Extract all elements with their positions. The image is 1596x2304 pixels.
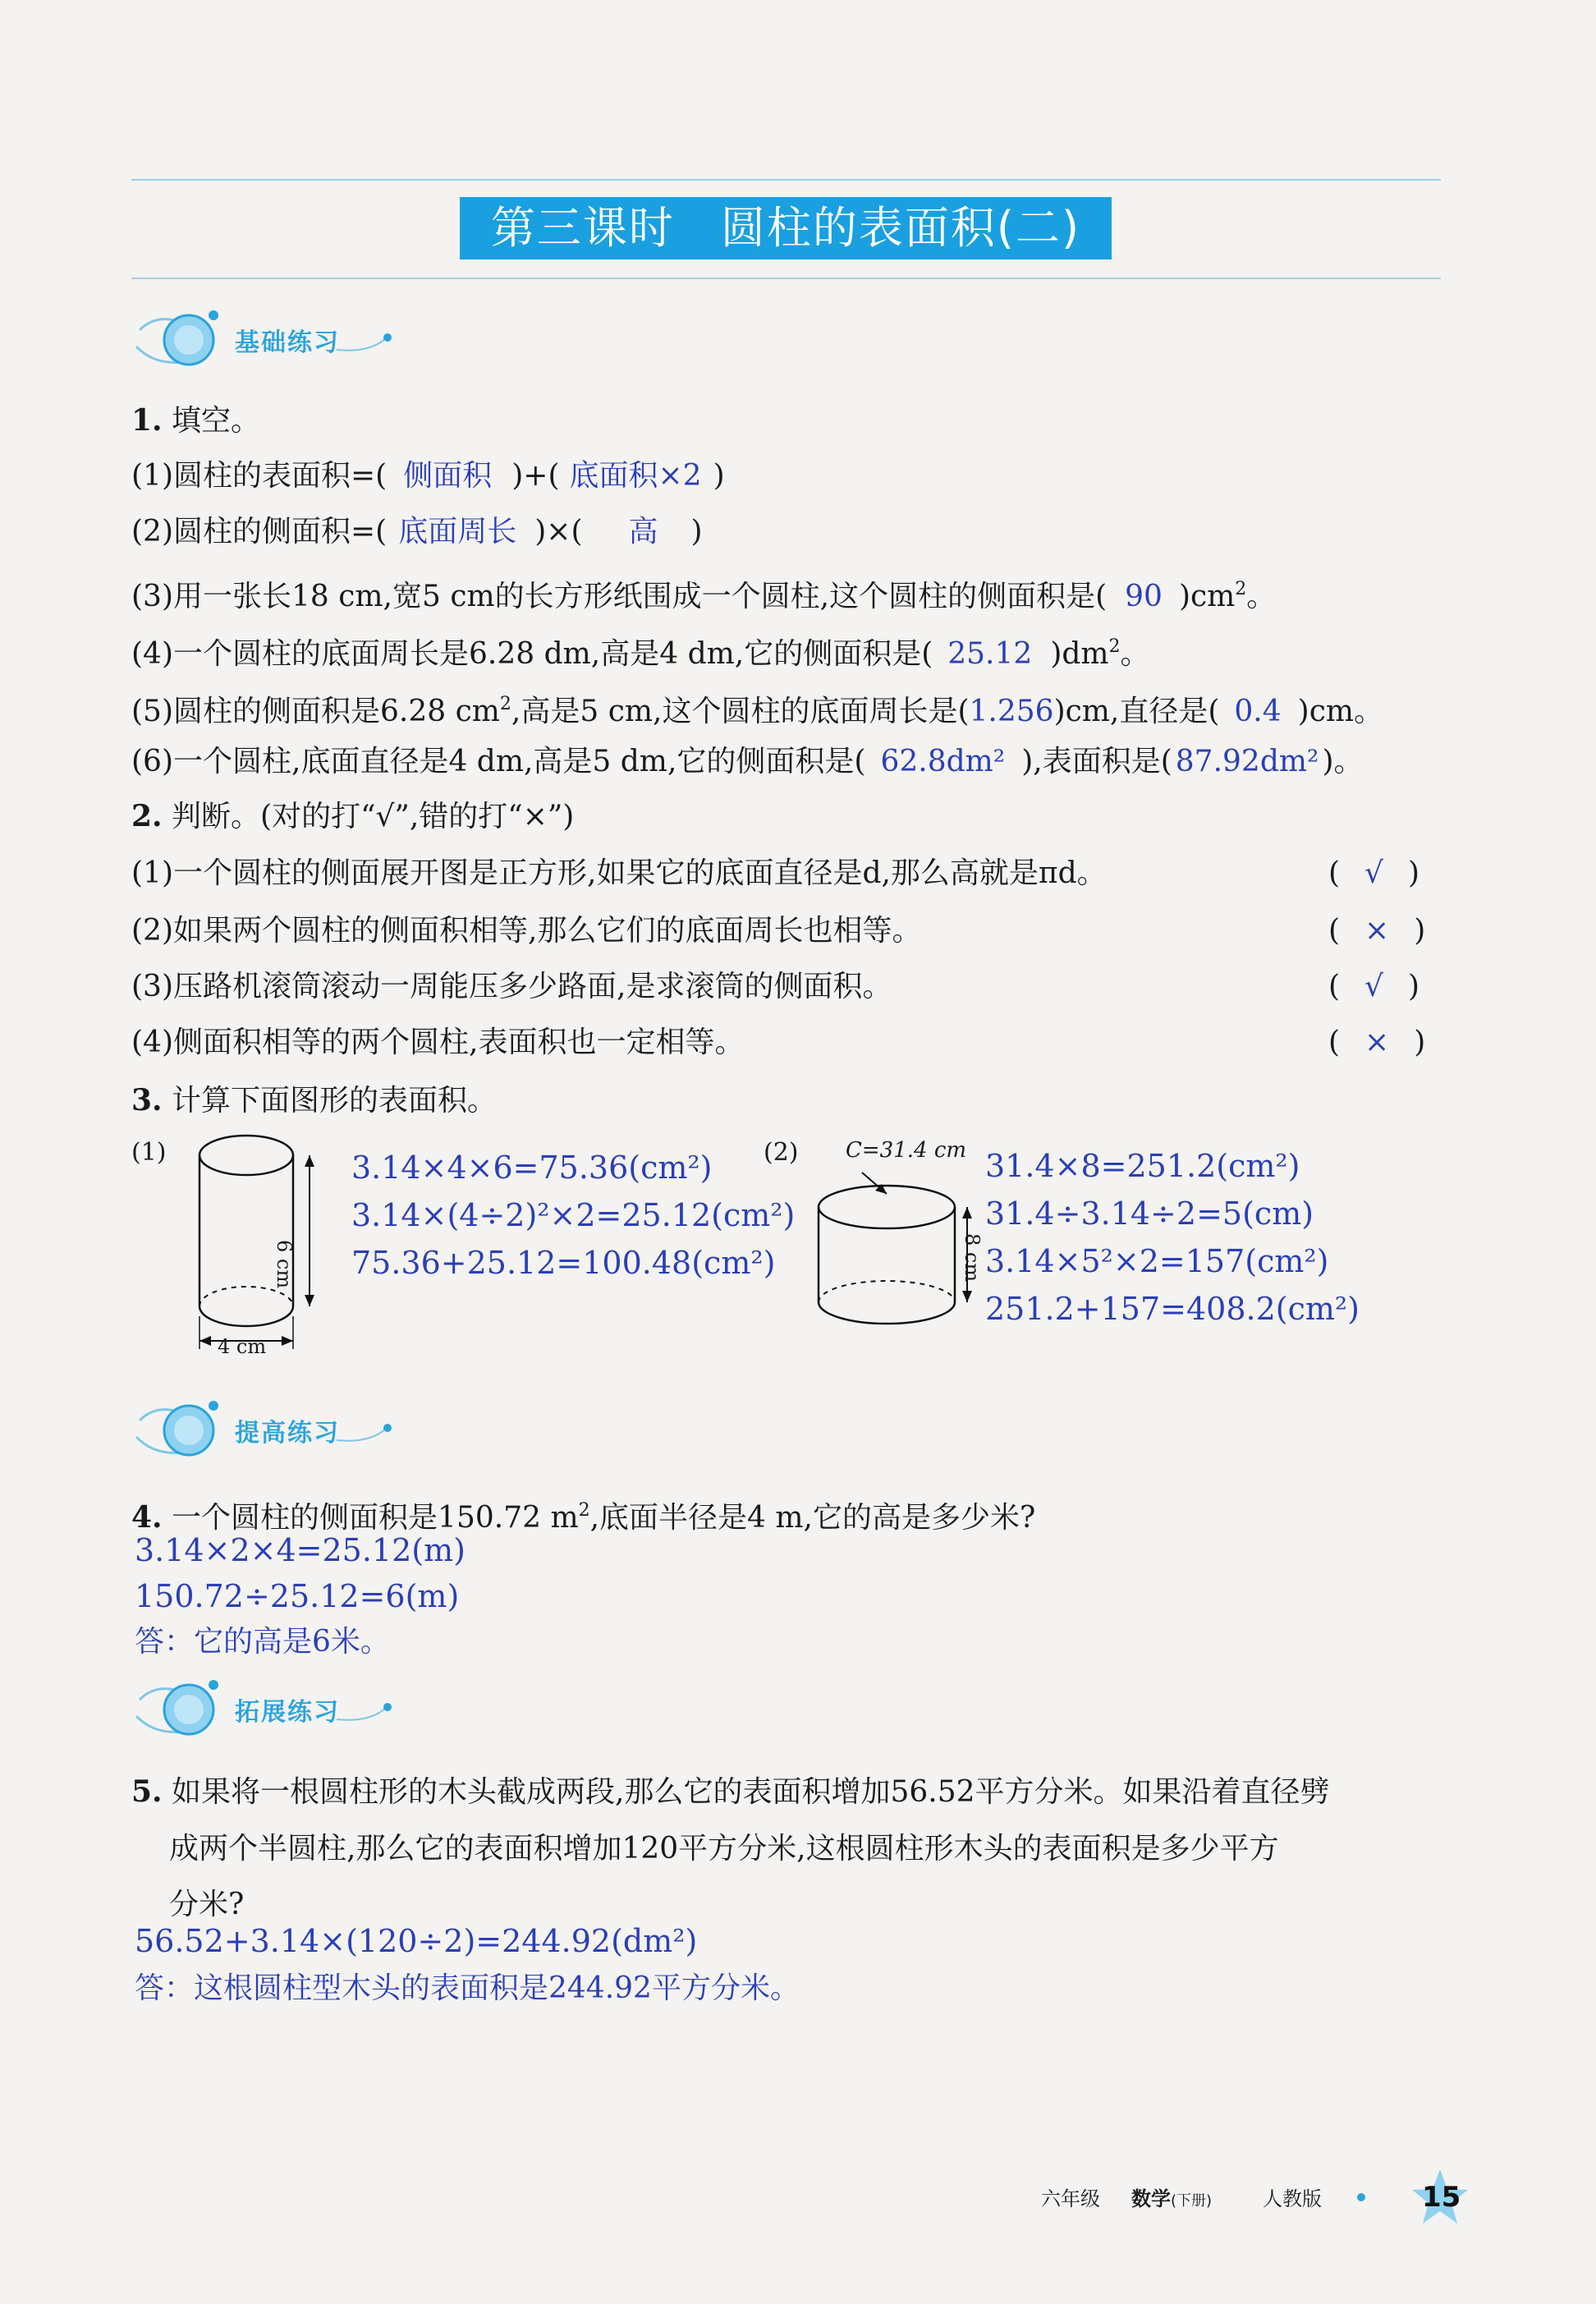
section-label: 提高练习 bbox=[235, 1419, 340, 1448]
q3-heading bbox=[131, 1081, 497, 1121]
page-number-text: 15 bbox=[1422, 2181, 1461, 2214]
title-rule bbox=[131, 278, 1441, 279]
section-label: 拓展练习 bbox=[235, 1698, 340, 1727]
answer: 侧面积 bbox=[403, 459, 493, 493]
text: )。 bbox=[1322, 745, 1364, 778]
fig1-calc-1: 3.14×4×6=75.36(cm²) bbox=[351, 1150, 713, 1186]
dot-trail-icon bbox=[337, 1700, 402, 1724]
question-number: 3. bbox=[131, 1083, 163, 1118]
globe-icon bbox=[131, 297, 238, 379]
text: )+( bbox=[511, 459, 560, 493]
top-rule bbox=[131, 179, 1441, 181]
superscript: 2 bbox=[1235, 579, 1247, 599]
section-basic bbox=[131, 297, 402, 379]
text: (6)一个圆柱,底面直径是4 dm,高是5 dm,它的侧面积是( bbox=[131, 745, 866, 778]
q2-judge-2: ( × ) bbox=[1328, 914, 1426, 948]
page-title: 第三课时 圆柱的表面积(二) bbox=[460, 197, 1112, 259]
globe-icon bbox=[131, 1667, 238, 1749]
globe-icon bbox=[131, 1388, 238, 1470]
answer-mark: √ bbox=[1364, 856, 1383, 890]
q1-item-2 bbox=[131, 512, 703, 552]
answer: 0.4 bbox=[1234, 695, 1282, 728]
answer: 1.256 bbox=[969, 695, 1054, 728]
answer: 25.12 bbox=[947, 637, 1033, 671]
q1-item-6 bbox=[131, 742, 1364, 782]
fig2-height-label: 8 cm bbox=[961, 1233, 984, 1283]
section-label: 基础练习 bbox=[235, 328, 340, 357]
answer: 底面积×2 bbox=[569, 459, 702, 493]
footer-edition: 人教版 bbox=[1263, 2187, 1322, 2210]
q1-item-4 bbox=[131, 627, 1150, 674]
q1-item-3 bbox=[131, 570, 1276, 617]
text: (1)圆柱的表面积=( bbox=[131, 459, 388, 493]
answer: 高 bbox=[628, 515, 658, 548]
q5-answer-2: 答：这根圆柱型木头的表面积是244.92平方分米。 bbox=[135, 1971, 800, 2005]
question-text: ,底面半径是4 m,它的高是多少米? bbox=[589, 1501, 1036, 1535]
question-text: 判断。(对的打“√”,错的打“×”) bbox=[172, 800, 575, 833]
fig1-label: (1) bbox=[131, 1138, 167, 1167]
q2-item-4: (4)侧面积相等的两个圆柱,表面积也一定相等。 bbox=[131, 1026, 745, 1059]
q5-line-3: 分米? bbox=[169, 1888, 245, 1921]
fig2-calc-3: 3.14×5²×2=157(cm²) bbox=[985, 1243, 1329, 1279]
question-text: 如果将一根圆柱形的木头截成两段,那么它的表面积增加56.52平方分米。如果沿着直径劈 bbox=[172, 1775, 1330, 1809]
text: (3)用一张长18 cm,宽5 cm的长方形纸围成一个圆柱,这个圆柱的侧面积是( bbox=[131, 580, 1108, 613]
question-text: 一个圆柱的侧面积是150.72 m bbox=[172, 1501, 579, 1535]
fig1-height-label: 6 cm bbox=[273, 1240, 296, 1289]
text: ) bbox=[690, 515, 703, 548]
q4-answer-1: 3.14×2×4=25.12(m) bbox=[135, 1532, 466, 1568]
text: ) bbox=[713, 459, 725, 493]
text: (2)圆柱的侧面积=( bbox=[131, 515, 388, 548]
q2-item-2: (2)如果两个圆柱的侧面积相等,那么它们的底面周长也相等。 bbox=[131, 914, 922, 948]
subject: 数学 bbox=[1131, 2187, 1171, 2210]
answer: 底面周长 bbox=[398, 515, 517, 548]
text: 。 bbox=[1246, 580, 1277, 613]
footer-subject bbox=[1131, 2182, 1212, 2211]
section-extend bbox=[131, 1667, 402, 1749]
footer-grade: 六年级 bbox=[1041, 2187, 1100, 2210]
q5-line-2: 成两个半圆柱,那么它的表面积增加120平方分米,这根圆柱形木头的表面积是多少平方 bbox=[169, 1832, 1279, 1866]
volume: (下册) bbox=[1171, 2192, 1213, 2210]
answer: 62.8dm² bbox=[880, 745, 1006, 778]
question-text: 填空。 bbox=[172, 404, 261, 438]
text: )dm bbox=[1050, 637, 1109, 671]
question-number: 5. bbox=[131, 1774, 163, 1809]
text: (4)一个圆柱的底面周长是6.28 dm,高是4 dm,它的侧面积是( bbox=[131, 637, 933, 671]
answer-mark: √ bbox=[1364, 970, 1383, 1003]
question-number: 1. bbox=[131, 403, 163, 438]
fig2-label: (2) bbox=[764, 1138, 799, 1167]
q5-line-1 bbox=[131, 1772, 1330, 1812]
fig2-calc-2: 31.4÷3.14÷2=5(cm) bbox=[985, 1196, 1314, 1232]
answer-mark: × bbox=[1364, 1026, 1390, 1059]
footer-dot-icon bbox=[1356, 2192, 1366, 2202]
q4-answer-2: 150.72÷25.12=6(m) bbox=[135, 1578, 460, 1614]
superscript: 2 bbox=[1108, 636, 1121, 657]
text: (5)圆柱的侧面积是6.28 cm bbox=[131, 695, 500, 728]
dot-trail-icon bbox=[337, 1420, 402, 1445]
q2-item-1: (1)一个圆柱的侧面展开图是正方形,如果它的底面直径是d,那么高就是πd。 bbox=[131, 856, 1107, 890]
superscript: 2 bbox=[499, 694, 511, 714]
fig1-diameter-label: 4 cm bbox=[218, 1335, 267, 1358]
fig1-calc-3: 75.36+25.12=100.48(cm²) bbox=[351, 1245, 776, 1281]
dot-trail-icon bbox=[337, 330, 402, 355]
text: )cm。 bbox=[1297, 695, 1384, 728]
answer: 87.92dm² bbox=[1175, 745, 1319, 778]
text: )cm,直径是( bbox=[1053, 695, 1220, 728]
answer-mark: × bbox=[1364, 914, 1390, 948]
superscript: 2 bbox=[578, 1500, 590, 1521]
q2-heading bbox=[131, 796, 574, 837]
q2-item-3: (3)压路机滚筒滚动一周能压多少路面,是求滚筒的侧面积。 bbox=[131, 970, 892, 1003]
page-number bbox=[1410, 2168, 1470, 2227]
cylinder-figure-2 bbox=[805, 1158, 985, 1338]
q1-item-1 bbox=[131, 457, 725, 496]
section-improve bbox=[131, 1388, 402, 1470]
q2-judge-4: ( × ) bbox=[1328, 1026, 1426, 1059]
q2-judge-3: ( √ ) bbox=[1328, 970, 1420, 1003]
text: ),表面积是( bbox=[1021, 745, 1172, 778]
text: )×( bbox=[534, 515, 583, 548]
fig2-circumference-label: C=31.4 cm bbox=[846, 1138, 967, 1163]
q2-judge-1: ( √ ) bbox=[1328, 856, 1420, 890]
question-number: 2. bbox=[131, 799, 163, 833]
text: ,高是5 cm,这个圆柱的底面周长是( bbox=[511, 695, 970, 728]
q1-item-5 bbox=[131, 685, 1383, 732]
cylinder-figure-1 bbox=[185, 1129, 349, 1375]
q1-heading bbox=[131, 401, 260, 441]
q4-answer-3: 答：它的高是6米。 bbox=[135, 1625, 390, 1659]
text: )cm bbox=[1178, 580, 1236, 613]
fig2-calc-1: 31.4×8=251.2(cm²) bbox=[985, 1148, 1300, 1184]
answer: 90 bbox=[1125, 580, 1163, 613]
question-text: 计算下面图形的表面积。 bbox=[172, 1084, 498, 1118]
fig2-calc-4: 251.2+157=408.2(cm²) bbox=[985, 1291, 1360, 1327]
question-number: 4. bbox=[131, 1500, 163, 1535]
text: 。 bbox=[1120, 637, 1150, 671]
q5-answer-1: 56.52+3.14×(120÷2)=244.92(dm²) bbox=[135, 1923, 698, 1959]
fig1-calc-2: 3.14×(4÷2)²×2=25.12(cm²) bbox=[351, 1197, 796, 1233]
